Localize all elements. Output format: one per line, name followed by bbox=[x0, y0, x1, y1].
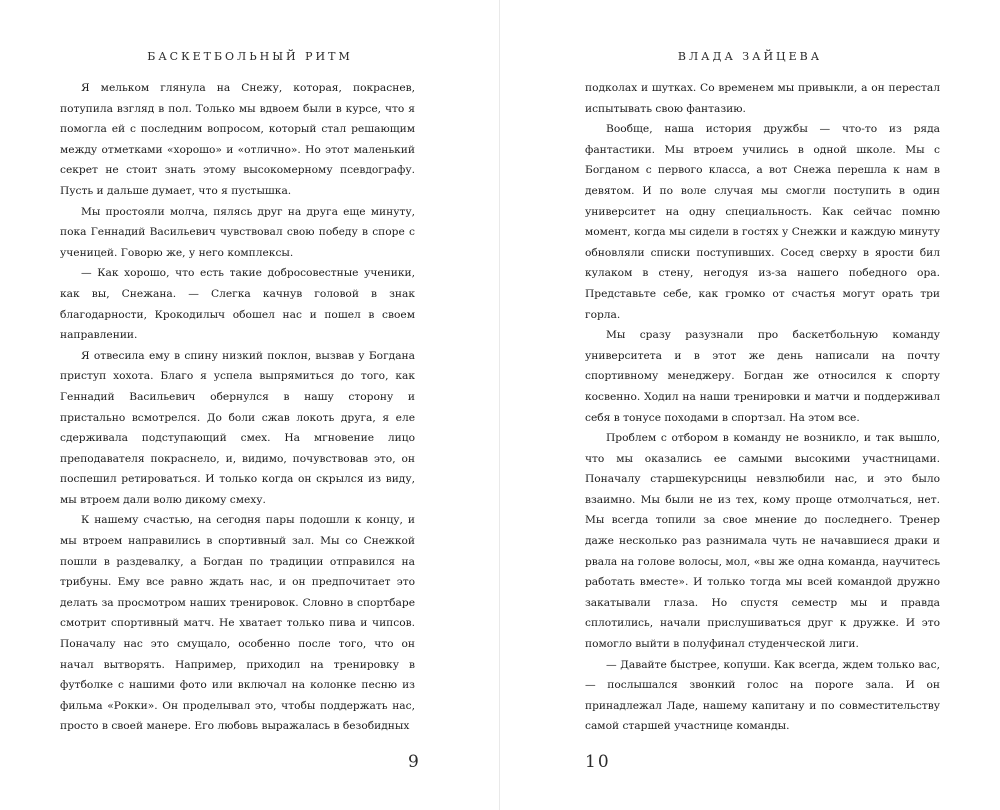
paragraph: — Давайте быстрее, копуши. Как всегда, ждем только вас, — послышался звонкий голос на пороге зала. И он принадлежал Ладе, нашему капитану и по совместительству самой старшей участнице команды. bbox=[585, 657, 940, 733]
running-header: БАСКЕТБОЛЬНЫЙ РИТМ bbox=[147, 50, 353, 63]
paragraph: Я отвесила ему в спину низкий поклон, вызвав у Богдана приступ хохота. Благо я успела выпрямиться до того, как Геннадий Васильевич обернулся в нашу сторону и пристально всмотрелся. До боли сжав локоть друга, я еле сдерживала подступающий смех. На мгновение лицо преподавателя покраснело, и, видимо, почувствовав это, он поспешил ретироваться. И только когда он скрылся из виду, мы втроем дали волю дикому смеху. bbox=[60, 348, 415, 506]
right-page bbox=[500, 0, 1000, 810]
paragraph: К нашему счастью, на сегодня пары подошли к концу, и мы втроем направились в спортивный зал. Мы со Снежкой пошли в раздевалку, а Богдан по традиции отправился на трибуны. Ему все равно ждать нас, и он предпочитает это делать за просмотром наших тренировок. Словно в спортбаре смотрит спортивный матч. Не хватает только пива и чипсов. Поначалу нас это смущало, особенно после того, что он начал вытворять. Например, приходил на тренировку в футболке с нашими фото или включал на колонке песню из фильма «Рокки». Он проделывал это, чтобы поддержать нас, просто в своей манере. Его любовь выражалась в безобидных bbox=[60, 513, 415, 733]
running-header: ВЛАДА ЗАЙЦЕВА bbox=[677, 50, 823, 63]
page-number: 10 bbox=[585, 752, 611, 772]
paragraph: Я мельком глянула на Снежу, которая, покраснев, потупила взгляд в пол. Только мы вдвоем были в курсе, что я помогла ей с последним вопросом, который стал решающим между отметками «хорошо» и «отлично». Но этот маленький секрет не стоит знать этому высокомерному псевдографу. Пусть и дальше думает, что я пустышка. bbox=[60, 81, 415, 197]
page-body-text bbox=[585, 78, 940, 737]
paragraph: Проблем с отбором в команду не возникло, и так вышло, что мы оказались ее самыми высокими участницами. Поначалу старшекурсницы невзлюбили нас, и это было взаимно. Мы были не из тех, кому проще отмолчаться, нет. Мы всегда топили за свое мнение до последнего. Тренер даже несколько раз разнимала чуть не начавшиеся драки и рвала на голове волосы, мол, «вы же одна команда, научитесь работать вместе». И только тогда мы всей командой дружно закатывали глаза. Но спустя семестр мы и правда сплотились, начали прислушиваться друг к дружке. И это помогло выйти в полуфинал студенческой лиги. bbox=[585, 431, 940, 651]
paragraph: Вообще, наша история дружбы — что-то из ряда фантастики. Мы втроем учились в одной школе. Мы с Богданом с первого класса, а вот Снежа перешла к нам в девятом. И по воле случая мы смогли поступить в один университет на одну специальность. Как сейчас помню момент, когда мы сидели в гостях у Снежки и каждую минуту обновляли списки поступивших. Сосед сверху в ярости бил кулаком в стену, негодуя из-за нашего победного ора. Представьте себе, как громко от счастья могут орать три горла. bbox=[585, 122, 940, 321]
page-body-text bbox=[60, 78, 415, 737]
page-number: 9 bbox=[408, 752, 421, 772]
paragraph: Мы сразу разузнали про баскетбольную команду университета и в этот же день написали на почту спортивному менеджеру. Богдан же относился к спорту косвенно. Ходил на наши тренировки и матчи и поддерживал себя в тонусе походами в спортзал. На этом все. bbox=[585, 328, 940, 424]
paragraph: подколах и шутках. Со временем мы привыкли, а он перестал испытывать свою фантазию. bbox=[585, 81, 940, 115]
paragraph: — Как хорошо, что есть такие добросовестные ученики, как вы, Снежана. — Слегка качнув головой в знак благодарности, Крокодилыч обошел нас и пошел в своем направлении. bbox=[60, 266, 415, 342]
paragraph: Мы простояли молча, пялясь друг на друга еще минуту, пока Геннадий Васильевич чувствовал свою победу в споре с ученицей. Говорю же, у него комплексы. bbox=[60, 204, 415, 259]
